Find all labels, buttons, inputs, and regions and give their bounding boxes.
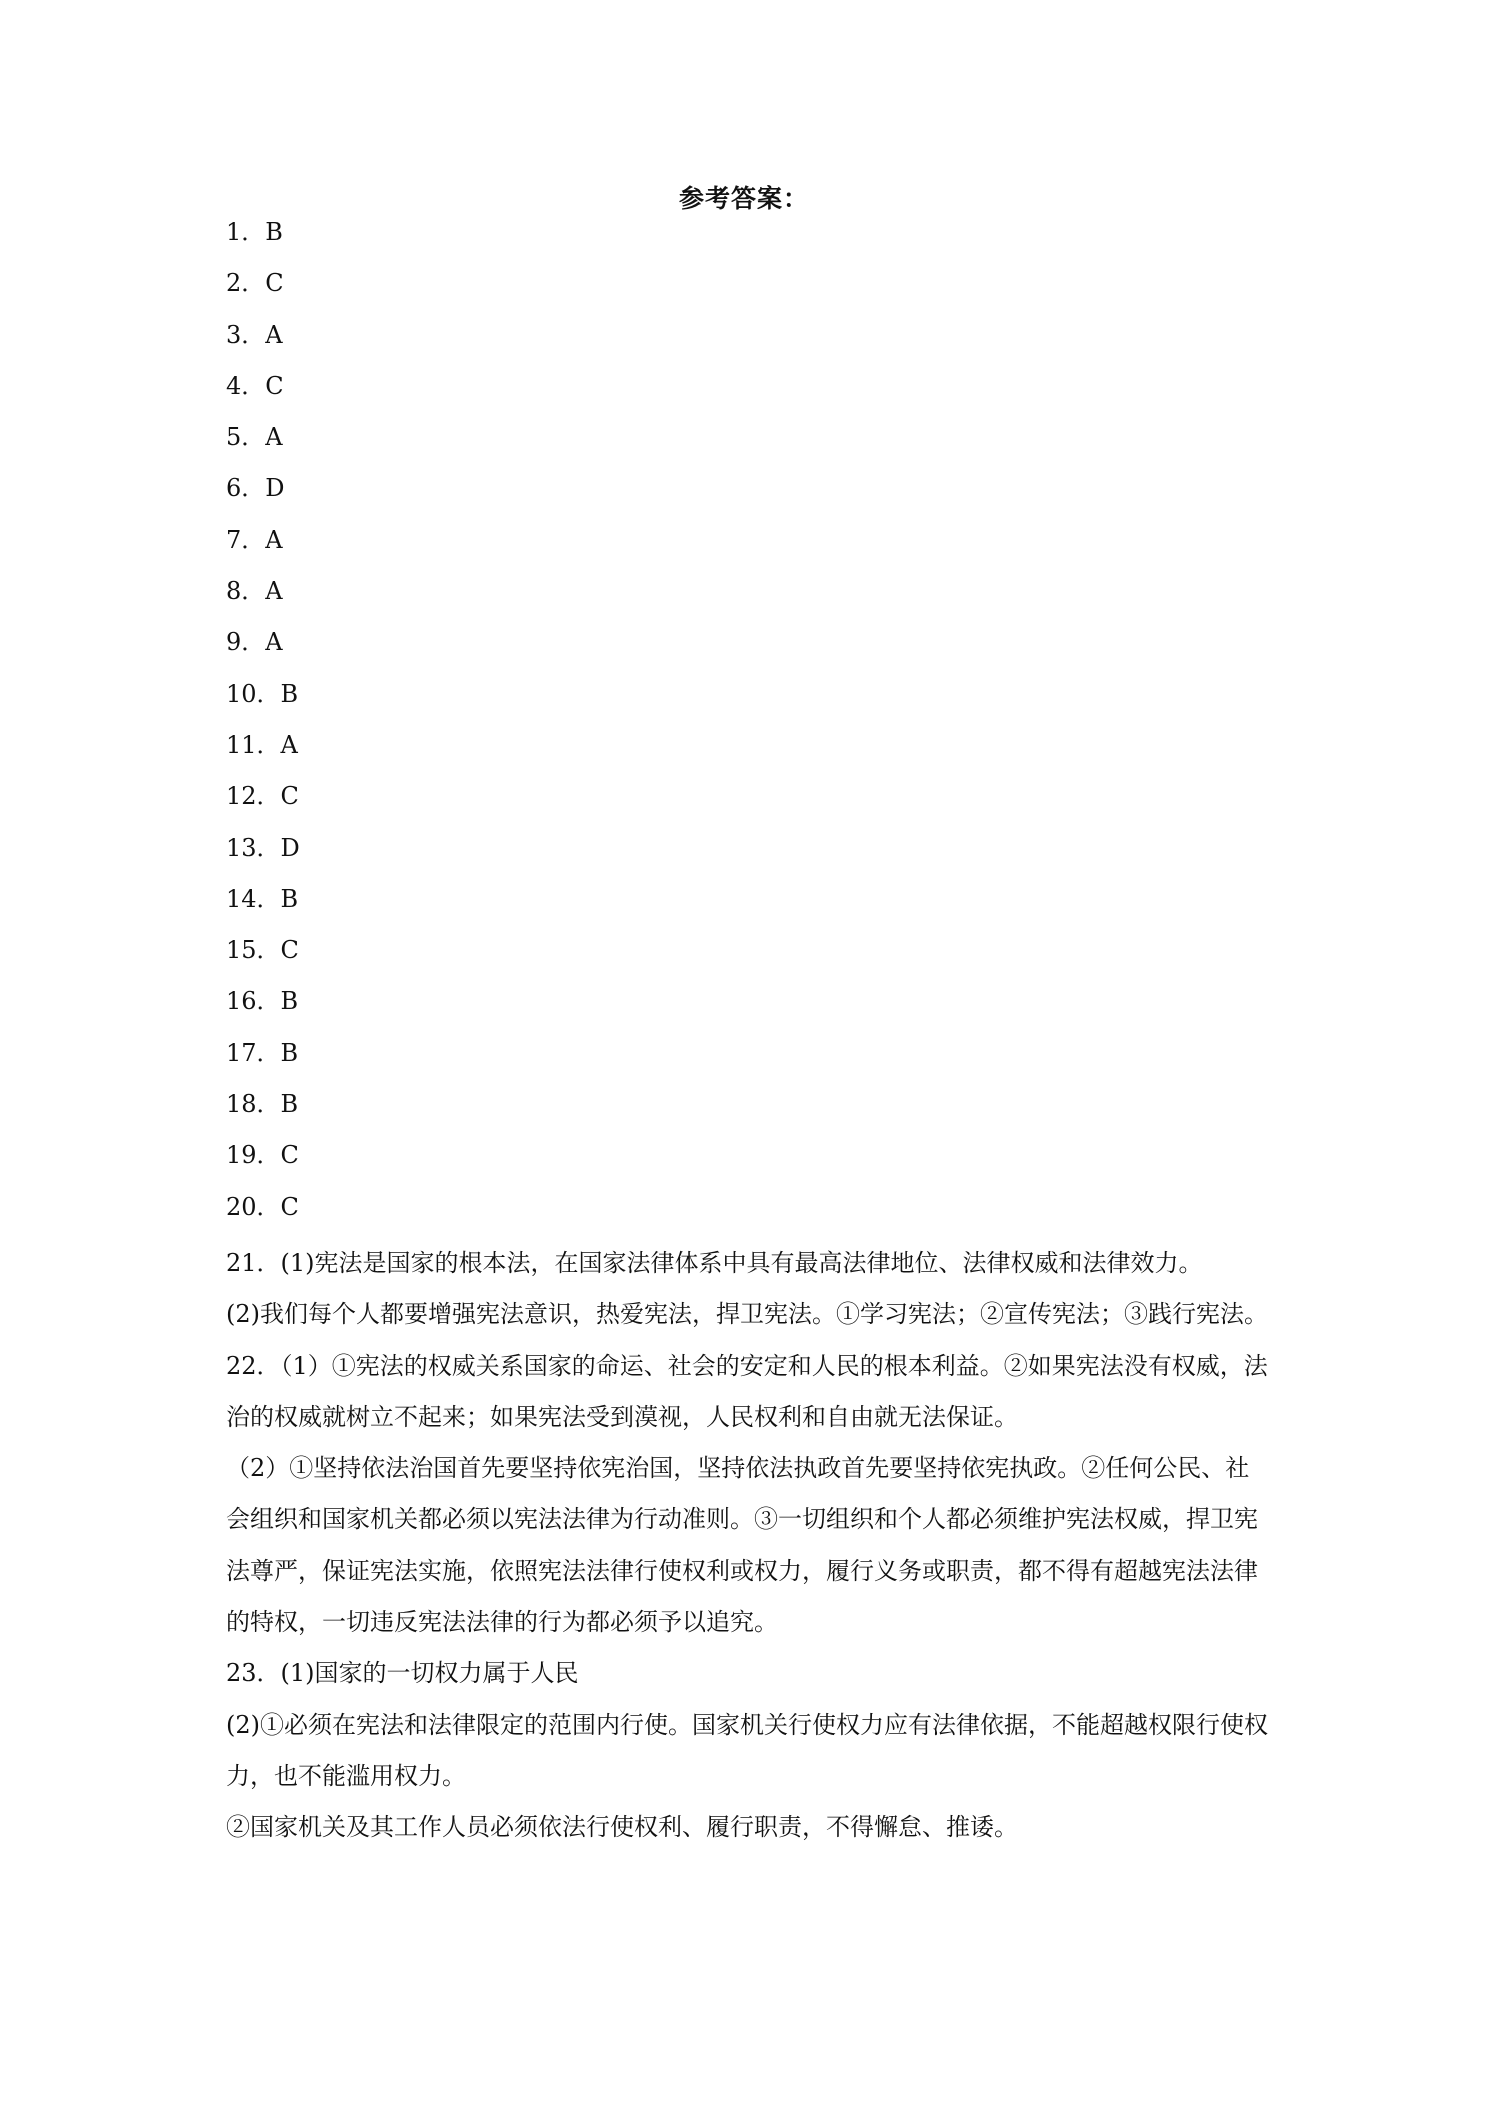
open-answers-section — [226, 1238, 1272, 1854]
answer-item — [226, 881, 300, 932]
answer-letter: A — [265, 320, 283, 349]
answer-item — [226, 419, 300, 470]
answer-letter: A — [280, 730, 298, 759]
answer-item — [226, 1035, 300, 1086]
page-title: 参考答案： — [678, 184, 809, 213]
answer-item — [226, 1189, 300, 1240]
question-number: 4． — [226, 371, 266, 400]
question-number: 11． — [226, 730, 281, 759]
answer-letter: B — [280, 884, 299, 913]
answer-item — [226, 573, 300, 624]
answer-letter: A — [265, 423, 283, 452]
answer-letter: A — [265, 628, 283, 657]
answer-item — [226, 778, 300, 829]
question-number: 3． — [226, 320, 266, 349]
question-number: 20． — [226, 1192, 281, 1221]
answer-item — [226, 265, 300, 316]
answer-letter: B — [265, 218, 283, 246]
answer-letter: B — [280, 1038, 299, 1067]
question-number: 9． — [226, 628, 266, 657]
question-number: 16． — [226, 987, 281, 1016]
answer-item — [226, 470, 300, 521]
answer-item — [226, 522, 300, 573]
answer-letter: C — [280, 782, 299, 811]
answer-letter: D — [280, 833, 300, 862]
answer-letter: C — [280, 936, 299, 965]
question-number: 13． — [226, 833, 281, 862]
answer-item — [226, 368, 300, 419]
question-number: 5． — [226, 423, 266, 452]
question-number: 10． — [226, 679, 281, 708]
answer-letter: B — [280, 1090, 299, 1119]
question-number: 14． — [226, 884, 281, 913]
answer-item — [226, 1086, 300, 1137]
answer-item — [226, 624, 300, 675]
answer-letter: C — [280, 1192, 299, 1221]
q22-part1: 22．（1）①宪法的权威关系国家的命运、社会的安定和人民的根本利益。②如果宪法没有权威，法治的权威就树立不起来；如果宪法受到漠视，人民权利和自由就无法保证。 — [226, 1351, 1268, 1431]
answer-letter: C — [265, 371, 284, 400]
question-number: 1． — [226, 218, 266, 246]
answer-item — [226, 983, 300, 1034]
answer-letter: D — [265, 474, 285, 503]
answer-item — [226, 214, 300, 265]
answer-letter: C — [265, 269, 284, 298]
question-number: 19． — [226, 1141, 281, 1170]
answer-item — [226, 830, 300, 881]
answer-letter: B — [280, 679, 299, 708]
q22-part2: （2）①坚持依法治国首先要坚持依宪治国，坚持依法执政首先要坚持依宪执政。②任何公民、社会组织和国家机关都必须以宪法法律为行动准则。③一切组织和个人都必须维护宪法权威，捍卫宪法尊严，保证宪法实施，依照宪法法律行使权利或权力，履行义务或职责，都不得有超越宪法法律的特权，一切违反宪法法律的行为都必须予以追究。 — [226, 1454, 1258, 1637]
answer-letter: A — [265, 577, 283, 606]
answer-item — [226, 1137, 300, 1188]
answer-item — [226, 727, 300, 778]
q23-part1: 23．(1)国家的一切权力属于人民 — [226, 1659, 579, 1688]
answer-letter: B — [280, 987, 299, 1016]
q21-part1: 21．(1)宪法是国家的根本法，在国家法律体系中具有最高法律地位、法律权威和法律效力。 — [226, 1249, 1203, 1277]
answer-item — [226, 932, 300, 983]
answer-item — [226, 676, 300, 727]
question-number: 12． — [226, 782, 281, 811]
question-number: 7． — [226, 525, 266, 554]
question-number: 6． — [226, 474, 266, 503]
question-number: 8． — [226, 577, 266, 606]
question-number: 17． — [226, 1038, 281, 1067]
q23-part2: (2)①必须在宪法和法律限定的范围内行使。国家机关行使权力应有法律依据，不能超越权限行使权力，也不能滥用权力。 — [226, 1710, 1268, 1790]
multiple-choice-answer-list — [226, 214, 300, 1240]
answer-letter: C — [280, 1141, 299, 1170]
q21-part2: (2)我们每个人都要增强宪法意识，热爱宪法，捍卫宪法。①学习宪法；②宣传宪法；③践行宪法。 — [226, 1300, 1268, 1329]
q23-part3: ②国家机关及其工作人员必须依法行使权利、履行职责，不得懈怠、推诿。 — [226, 1813, 1018, 1842]
answer-item — [226, 317, 300, 368]
question-number: 2． — [226, 269, 266, 298]
question-number: 15． — [226, 936, 281, 965]
question-number: 18． — [226, 1090, 281, 1119]
answer-letter: A — [265, 525, 283, 554]
